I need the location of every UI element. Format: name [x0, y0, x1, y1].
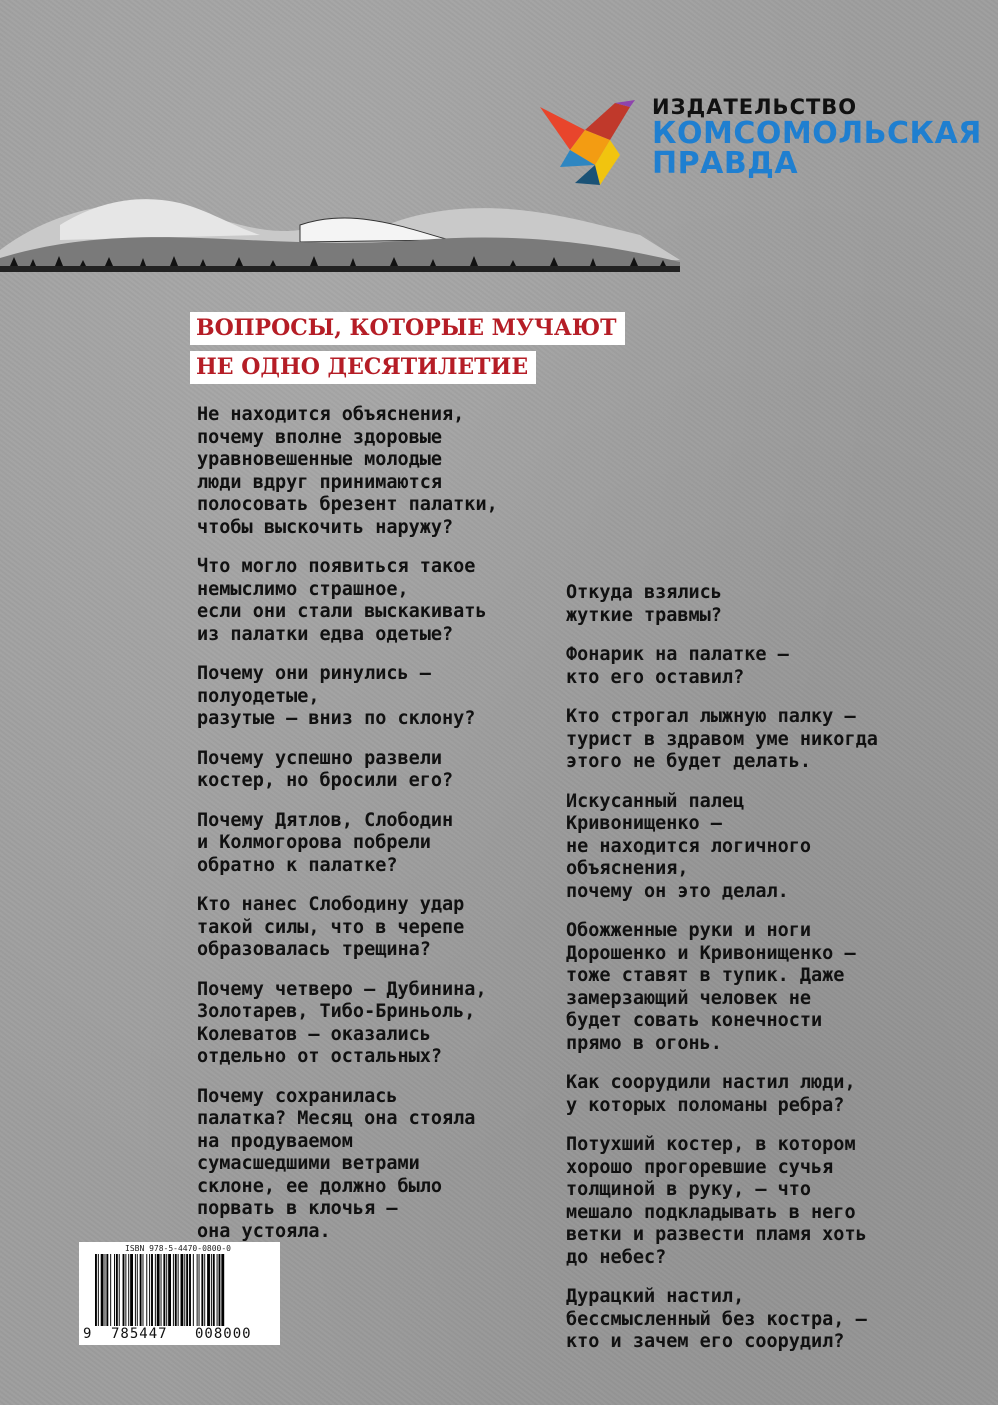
question-paragraph: Кто строгал лыжную палку – турист в здравом уме никогда этого не будет делать. — [566, 706, 878, 772]
bird-logo-icon — [540, 95, 640, 190]
question-paragraph: Кто нанес Слободину удар такой силы, что в черепе образовалась трещина? — [197, 894, 465, 960]
question-paragraph: Не находится объяснения, почему вполне здоровые уравновешенные молодые люди вдруг принимаются полосовать брезент палатки, чтобы выскочить наружу? — [197, 404, 498, 538]
barcode-bars — [95, 1254, 265, 1326]
mountain-landscape-illustration — [0, 180, 680, 280]
question-paragraph: Почему Дятлов, Слободин и Колмогорова побрели обратно к палатке? — [197, 809, 454, 876]
question-paragraph: Почему успешно развели костер, но бросили его? — [197, 747, 454, 791]
question-paragraph: Потухший костер, в котором хорошо прогоревшие сучья толщиной в руку, – что мешало подкладывать в него ветки и развести пламя хоть до небес? — [566, 1134, 867, 1268]
barcode-digits-left: 785447 — [111, 1326, 168, 1342]
publisher-name-line1: КОМСОМОЛЬСКАЯ — [652, 116, 982, 151]
publisher-name-line2: ПРАВДА — [652, 146, 799, 181]
question-paragraph: Почему они ринулись – полуодетые, разутые – вниз по склону? — [197, 663, 476, 729]
barcode-digits-right: 008000 — [195, 1326, 252, 1342]
publisher-label: ИЗДАТЕЛЬСТВО — [652, 95, 858, 119]
question-paragraph: Искусанный палец Кривонищенко – не находится логичного объяснения, почему он это делал. — [566, 790, 812, 902]
question-paragraph: Почему четверо – Дубинина, Золотарев, Тибо-Бриньоль, Колеватов – оказались отдельно от остальных? — [197, 978, 487, 1067]
question-paragraph: Что могло появиться такое немыслимо страшное, если они стали выскакивать из палатки едва одетые? — [197, 556, 487, 645]
question-paragraph: Откуда взялись жуткие травмы? — [566, 582, 722, 626]
heading-line1: ВОПРОСЫ, КОТОРЫЕ МУЧАЮТ — [190, 312, 625, 345]
question-paragraph: Обожженные руки и ноги Дорошенко и Кривонищенко – тоже ставят в тупик. Даже замерзающий человек не будет совать конечности прямо в огонь. — [566, 920, 856, 1054]
right-questions-column — [566, 582, 946, 1371]
heading-line2: НЕ ОДНО ДЕСЯТИЛЕТИЕ — [190, 351, 536, 384]
question-paragraph: Почему сохранилась палатка? Месяц она стояла на продуваемом сумасшедшими ветрами склоне, ее должно было порвать в клочья – она устояла. — [197, 1085, 476, 1242]
question-paragraph: Как соорудили настил люди, у которых поломаны ребра? — [566, 1072, 856, 1116]
isbn-number: ISBN 978-5-4470-0800-0 — [125, 1244, 231, 1253]
isbn-barcode — [79, 1242, 280, 1345]
publisher-logo — [540, 95, 982, 195]
question-paragraph: Дурацкий настил, бессмысленный без костра, – кто и зачем его соорудил? — [566, 1286, 867, 1352]
barcode-digit-first: 9 — [83, 1326, 92, 1342]
section-heading — [190, 312, 625, 384]
left-questions-column — [197, 404, 577, 1260]
question-paragraph: Фонарик на палатке – кто его оставил? — [566, 644, 789, 688]
